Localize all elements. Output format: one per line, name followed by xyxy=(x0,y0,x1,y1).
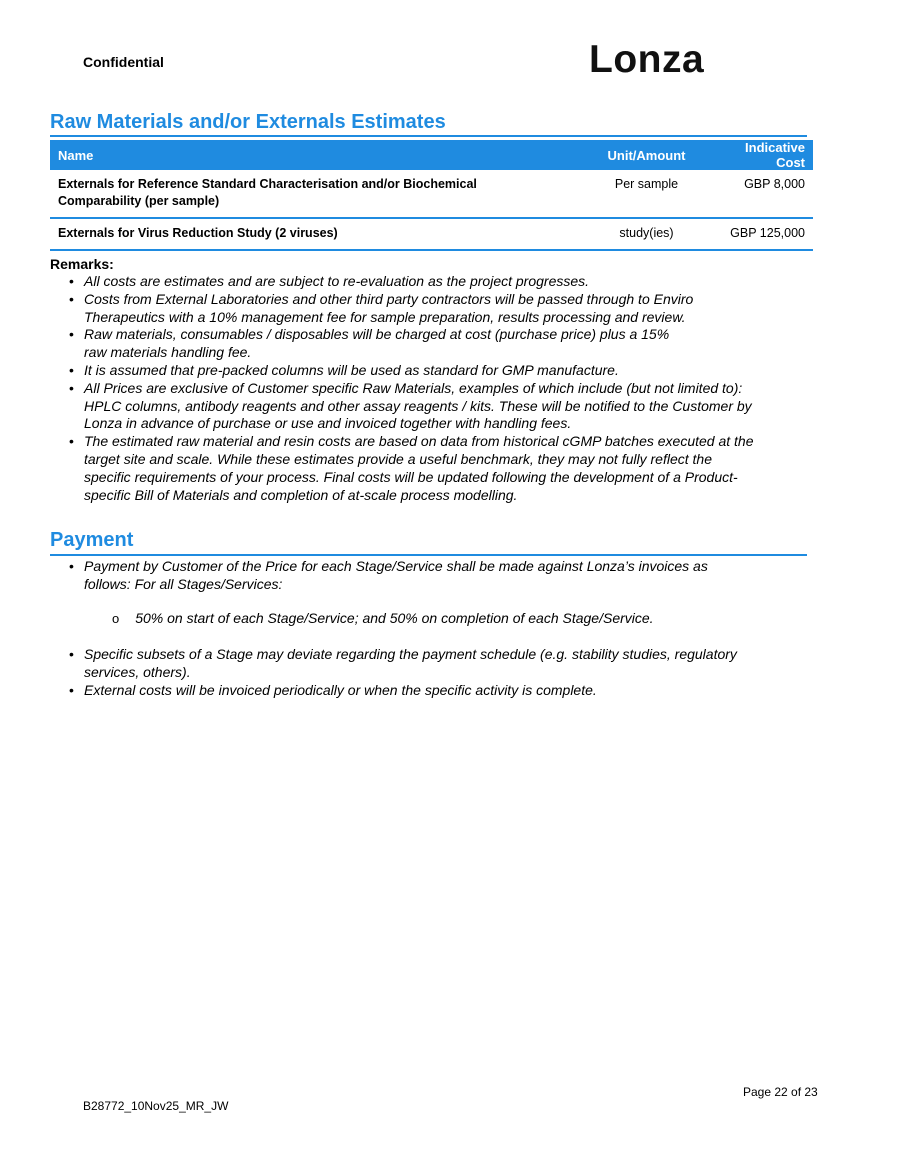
list-item: • Costs from External Laboratories and other third party contractors will be passed through to Enviro Therapeutics with a 10% management fee for sample preparation, results processing and review. xyxy=(69,290,694,325)
table-row xyxy=(50,170,813,218)
estimates-table xyxy=(50,140,813,251)
remarks-list xyxy=(50,273,820,504)
row-cost: GBP 125,000 xyxy=(707,218,813,250)
list-item: • It is assumed that pre-packed columns will be used as standard for GMP manufacture. xyxy=(69,361,619,378)
row-name: Externals for Virus Reduction Study (2 viruses) xyxy=(50,218,586,250)
row-cost: GBP 8,000 xyxy=(707,170,813,218)
list-item: • Payment by Customer of the Price for each Stage/Service shall be made against Lonza’s invoices as follows: For all Stages/Services: xyxy=(69,558,708,592)
row-name-line: Externals for Reference Standard Characterisation and/or Biochemical xyxy=(58,177,477,191)
row-unit: Per sample xyxy=(586,170,707,218)
payment-sub-item xyxy=(112,610,654,626)
list-item: • Specific subsets of a Stage may deviate regarding the payment schedule (e.g. stability studies, regulatory services, others). xyxy=(69,646,737,680)
payment-title: Payment xyxy=(50,529,134,551)
column-header-cost: Indicative Cost xyxy=(707,140,813,170)
list-item: • The estimated raw material and resin costs are based on data from historical cGMP batches executed at the target site and scale. While these estimates provide a useful benchmark, they may not fully reflect the specific requirements of your process. Final costs will be updated following the development of a Product- specific Bill of Materials and completion of at-scale process modelling. xyxy=(69,433,754,503)
row-name xyxy=(50,170,586,218)
confidential-label: Confidential xyxy=(83,54,164,70)
list-item: • External costs will be invoiced periodically or when the specific activity is complete. xyxy=(69,681,597,698)
row-name-line: Comparability (per sample) xyxy=(58,194,220,208)
row-unit: study(ies) xyxy=(586,218,707,250)
list-item: • All Prices are exclusive of Customer specific Raw Materials, examples of which include (but not limited to): HPLC columns, antibody reagents and other assay reagents / kits. These will be notified to the Customer by Lonza in advance of purchase or use and invoiced together with handling fees. xyxy=(69,379,752,432)
table-row xyxy=(50,218,813,250)
remarks-heading: Remarks: xyxy=(50,256,114,272)
raw-materials-title: Raw Materials and/or Externals Estimates xyxy=(50,111,446,133)
list-item: • Raw materials, consumables / disposables will be charged at cost (purchase price) plus a 15% raw materials handling fee. xyxy=(69,326,670,361)
column-header-name: Name xyxy=(50,140,586,170)
lonza-logo: Lonza xyxy=(589,38,705,81)
table-header-row xyxy=(50,140,813,170)
title-rule xyxy=(50,554,807,556)
page-number: Page 22 of 23 xyxy=(743,1085,818,1099)
list-item: • All costs are estimates and are subject to re-evaluation as the project progresses. xyxy=(69,273,590,289)
sub-bullet-icon: o xyxy=(112,611,120,626)
sub-item-text: 50% on start of each Stage/Service; and 50% on completion of each Stage/Service. xyxy=(135,610,654,626)
title-rule xyxy=(50,135,807,137)
document-id: B28772_10Nov25_MR_JW xyxy=(83,1099,229,1113)
column-header-unit: Unit/Amount xyxy=(586,140,707,170)
payment-list xyxy=(50,646,820,699)
payment-intro-list xyxy=(50,558,820,594)
